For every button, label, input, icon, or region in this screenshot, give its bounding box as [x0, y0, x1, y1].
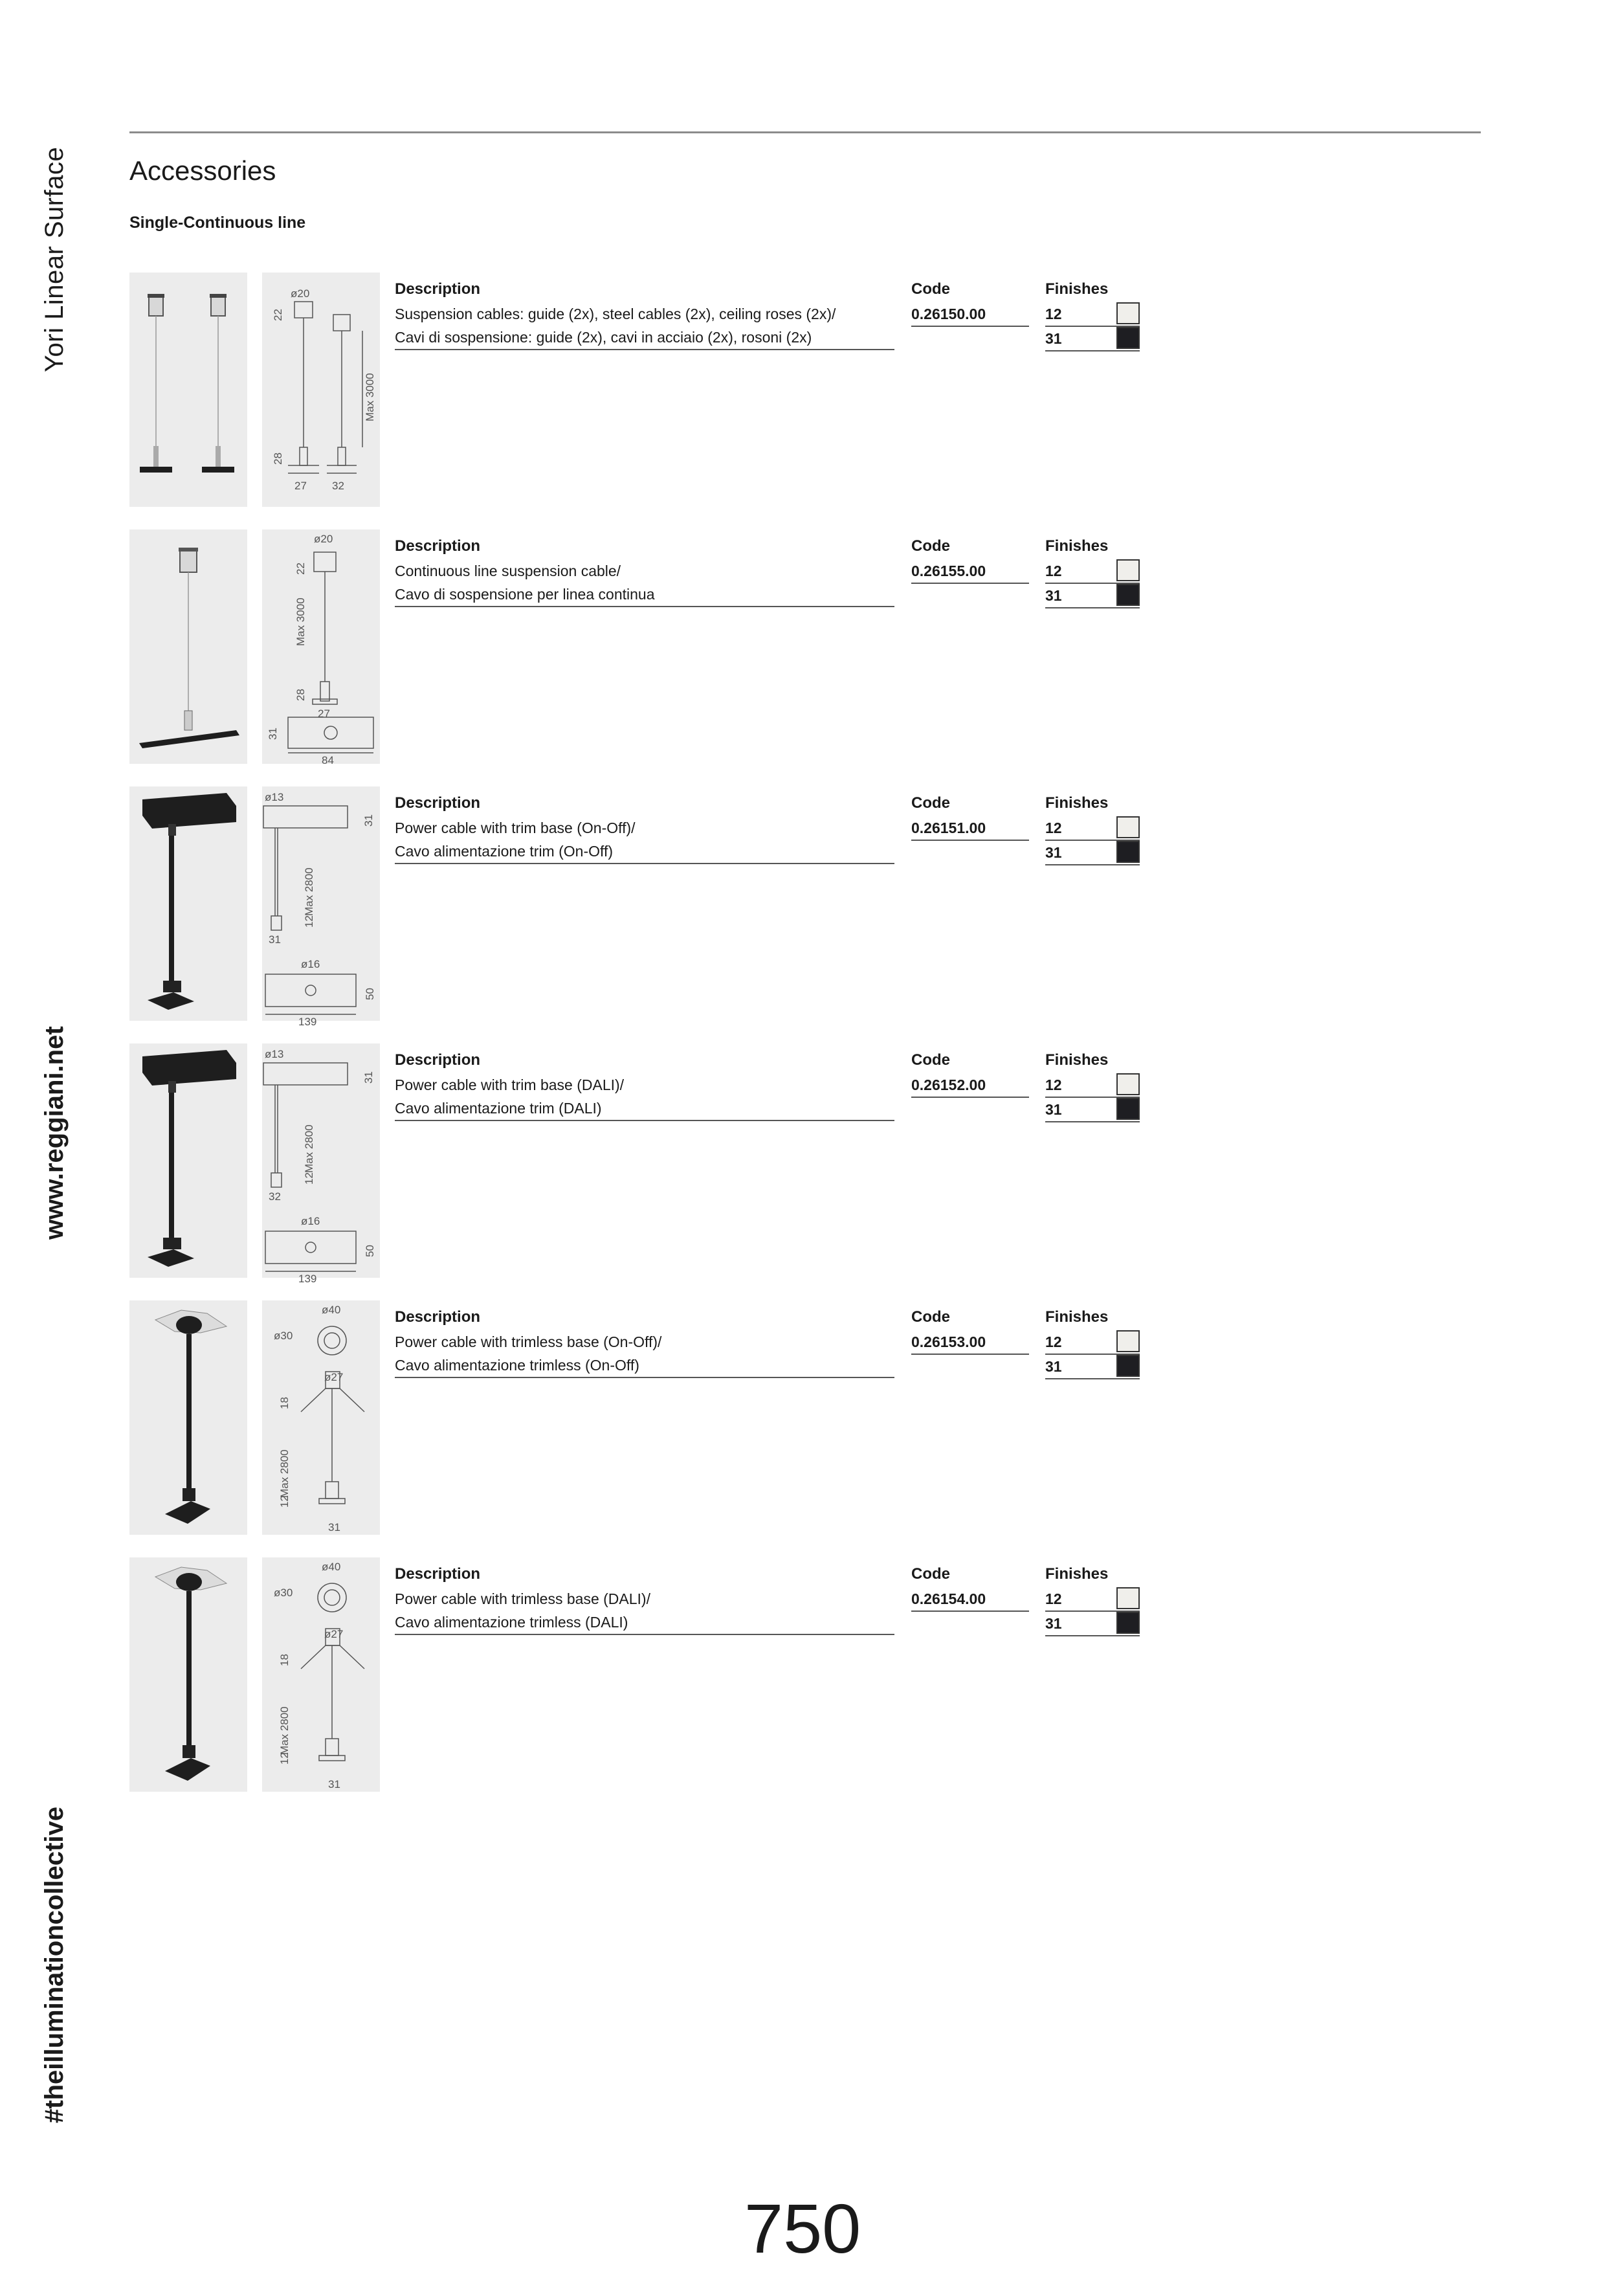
product-code: 0.26155.00 — [911, 559, 1029, 584]
code-header: Code — [911, 1308, 950, 1326]
code-column — [911, 792, 1029, 841]
dim-label: Max 2800 — [303, 867, 315, 916]
dim-label: Max 2800 — [278, 1706, 291, 1755]
code-header: Code — [911, 537, 950, 555]
dim-label: 31 — [328, 1521, 340, 1533]
dim-label: ø16 — [301, 958, 320, 970]
finish-option — [1045, 1098, 1140, 1122]
dim-label: 139 — [298, 1016, 317, 1028]
code-header: Code — [911, 1051, 950, 1069]
dim-label: Max 2800 — [303, 1124, 315, 1173]
finish-code: 31 — [1045, 1615, 1062, 1632]
dim-label: 50 — [364, 988, 376, 1000]
dim-label: 12 — [278, 1752, 291, 1765]
suspension-cables-image — [129, 273, 247, 507]
product-photo — [129, 1043, 247, 1278]
product-code: 0.26151.00 — [911, 816, 1029, 841]
description-line-en: Continuous line suspension cable/ — [395, 563, 621, 579]
description-header: Description — [395, 1565, 481, 1583]
description-line-en: Power cable with trim base (On-Off)/ — [395, 819, 636, 836]
description-line-it: Cavo alimentazione trimless (On-Off) — [395, 1357, 639, 1374]
description-text — [395, 1073, 894, 1121]
black-swatch — [1116, 1355, 1140, 1377]
dim-label: 31 — [362, 814, 375, 827]
dimension-drawing — [262, 1557, 380, 1792]
product-row — [129, 273, 1489, 507]
finishes-header: Finishes — [1045, 280, 1109, 298]
dimension-drawing — [262, 529, 380, 764]
description-line-it: Cavi di sospensione: guide (2x), cavi in acciaio (2x), rosoni (2x) — [395, 329, 812, 346]
technical-drawing — [262, 1043, 380, 1285]
description-header: Description — [395, 1308, 481, 1326]
description-text — [395, 302, 894, 350]
trimless-dali-cable-image — [129, 1557, 247, 1792]
finish-code: 31 — [1045, 587, 1062, 604]
finish-option — [1045, 302, 1140, 327]
description-line-en: Power cable with trimless base (On-Off)/ — [395, 1333, 662, 1350]
finish-option — [1045, 816, 1140, 841]
description-text — [395, 559, 894, 607]
finish-option — [1045, 1612, 1140, 1636]
finish-option — [1045, 1587, 1140, 1612]
code-header: Code — [911, 1565, 950, 1583]
white-swatch — [1116, 1073, 1140, 1095]
product-code: 0.26153.00 — [911, 1330, 1029, 1355]
black-swatch — [1116, 1612, 1140, 1634]
dim-label: 31 — [362, 1071, 375, 1084]
code-column — [911, 278, 1029, 327]
code-column — [911, 535, 1029, 584]
finish-option — [1045, 559, 1140, 584]
finishes-column — [1045, 792, 1142, 865]
product-row — [129, 786, 1489, 1028]
finish-code: 12 — [1045, 1590, 1062, 1607]
technical-drawing — [262, 1557, 380, 1792]
technical-drawing — [262, 273, 380, 507]
description-text — [395, 816, 894, 864]
code-header: Code — [911, 280, 950, 298]
dimension-drawing — [262, 1043, 380, 1285]
dim-label: Max 2800 — [278, 1449, 291, 1498]
dim-label: ø13 — [265, 1048, 284, 1060]
finish-code: 12 — [1045, 563, 1062, 579]
description-header: Description — [395, 280, 481, 298]
description-line-it: Cavo di sospensione per linea continua — [395, 586, 655, 603]
white-swatch — [1116, 302, 1140, 324]
dim-label: 28 — [294, 689, 307, 701]
description-text — [395, 1587, 894, 1635]
dim-label: ø27 — [324, 1628, 344, 1640]
dim-label: 22 — [294, 563, 307, 575]
finishes-column — [1045, 1563, 1142, 1636]
trim-power-cable-image — [129, 786, 247, 1021]
product-code: 0.26152.00 — [911, 1073, 1029, 1098]
page-title: Accessories — [129, 155, 276, 186]
product-photo — [129, 273, 247, 507]
finishes-header: Finishes — [1045, 537, 1109, 555]
product-photo — [129, 786, 247, 1021]
dim-label: Max 3000 — [364, 373, 376, 421]
white-swatch — [1116, 1587, 1140, 1609]
dim-label: 18 — [278, 1397, 291, 1409]
finish-code: 12 — [1045, 1333, 1062, 1350]
product-photo — [129, 529, 247, 764]
dim-label: ø30 — [274, 1587, 293, 1599]
technical-drawing — [262, 786, 380, 1028]
dim-label: ø30 — [274, 1330, 293, 1342]
finishes-column — [1045, 1049, 1142, 1122]
dim-label: 28 — [272, 452, 284, 465]
dimension-drawing — [262, 1300, 380, 1535]
dim-label: ø40 — [322, 1304, 341, 1316]
technical-drawing — [262, 1300, 380, 1535]
black-swatch — [1116, 584, 1140, 606]
dim-label: 139 — [298, 1273, 317, 1285]
dim-label: ø16 — [301, 1215, 320, 1227]
code-column — [911, 1049, 1029, 1098]
product-code: 0.26150.00 — [911, 302, 1029, 327]
finish-code: 12 — [1045, 306, 1062, 322]
technical-drawing — [262, 529, 380, 764]
product-row — [129, 1043, 1489, 1285]
finishes-header: Finishes — [1045, 1308, 1109, 1326]
description-header: Description — [395, 794, 481, 812]
description-column — [395, 1049, 894, 1121]
finish-option — [1045, 841, 1140, 865]
dim-label: 12 — [303, 1172, 315, 1185]
dim-label: ø20 — [291, 287, 310, 300]
description-column — [395, 1563, 894, 1635]
finish-option — [1045, 584, 1140, 608]
dimension-drawing — [262, 273, 380, 507]
description-line-en: Power cable with trim base (DALI)/ — [395, 1076, 625, 1093]
finish-option — [1045, 1330, 1140, 1355]
dim-label: ø27 — [324, 1371, 344, 1383]
dim-label: ø40 — [322, 1561, 341, 1573]
finish-option — [1045, 327, 1140, 351]
code-header: Code — [911, 794, 950, 812]
finish-option — [1045, 1073, 1140, 1098]
code-column — [911, 1563, 1029, 1612]
finish-option — [1045, 1355, 1140, 1379]
finishes-column — [1045, 278, 1142, 351]
finish-code: 31 — [1045, 330, 1062, 347]
dim-label: 12 — [278, 1495, 291, 1508]
white-swatch — [1116, 816, 1140, 838]
finishes-header: Finishes — [1045, 794, 1109, 812]
finishes-column — [1045, 535, 1142, 608]
black-swatch — [1116, 841, 1140, 863]
description-column — [395, 535, 894, 607]
description-text — [395, 1330, 894, 1378]
black-swatch — [1116, 327, 1140, 349]
dim-label: ø20 — [314, 533, 333, 545]
description-line-en: Suspension cables: guide (2x), steel cables (2x), ceiling roses (2x)/ — [395, 306, 836, 322]
dim-label: 31 — [328, 1778, 340, 1790]
dim-label: 31 — [269, 933, 281, 946]
description-column — [395, 792, 894, 864]
top-divider — [129, 131, 1481, 133]
product-row — [129, 529, 1489, 764]
product-photo — [129, 1557, 247, 1792]
description-header: Description — [395, 1051, 481, 1069]
trimless-cable-image — [129, 1300, 247, 1535]
dimension-drawing — [262, 786, 380, 1028]
dim-label: 18 — [278, 1654, 291, 1666]
product-row — [129, 1557, 1489, 1792]
description-header: Description — [395, 537, 481, 555]
white-swatch — [1116, 1330, 1140, 1352]
continuous-suspension-image — [129, 529, 247, 764]
finishes-header: Finishes — [1045, 1051, 1109, 1069]
description-column — [395, 1306, 894, 1378]
white-swatch — [1116, 559, 1140, 581]
finish-code: 31 — [1045, 1358, 1062, 1375]
dim-label: 32 — [269, 1190, 281, 1203]
dim-label: 31 — [267, 728, 279, 740]
finishes-column — [1045, 1306, 1142, 1379]
description-line-en: Power cable with trimless base (DALI)/ — [395, 1590, 650, 1607]
finish-code: 31 — [1045, 844, 1062, 861]
finishes-header: Finishes — [1045, 1565, 1109, 1583]
code-column — [911, 1306, 1029, 1355]
black-swatch — [1116, 1098, 1140, 1120]
dim-label: 22 — [272, 309, 284, 321]
finish-code: 12 — [1045, 1076, 1062, 1093]
dim-label: 84 — [322, 754, 334, 766]
dim-label: ø13 — [265, 791, 284, 803]
dim-label: 27 — [294, 480, 307, 492]
product-photo — [129, 1300, 247, 1535]
dim-label: Max 3000 — [294, 597, 307, 646]
description-column — [395, 278, 894, 350]
finish-code: 12 — [1045, 819, 1062, 836]
description-line-it: Cavo alimentazione trim (DALI) — [395, 1100, 602, 1117]
dim-label: 12 — [303, 915, 315, 928]
product-row — [129, 1300, 1489, 1535]
page-subtitle: Single-Continuous line — [129, 214, 306, 232]
trim-dali-cable-image — [129, 1043, 247, 1278]
description-line-it: Cavo alimentazione trim (On-Off) — [395, 843, 614, 860]
description-line-it: Cavo alimentazione trimless (DALI) — [395, 1614, 628, 1631]
product-code: 0.26154.00 — [911, 1587, 1029, 1612]
dim-label: 27 — [318, 708, 330, 720]
dim-label: 50 — [364, 1245, 376, 1257]
finish-code: 31 — [1045, 1101, 1062, 1118]
dim-label: 32 — [332, 480, 344, 492]
page-number: 750 — [744, 2189, 861, 2268]
